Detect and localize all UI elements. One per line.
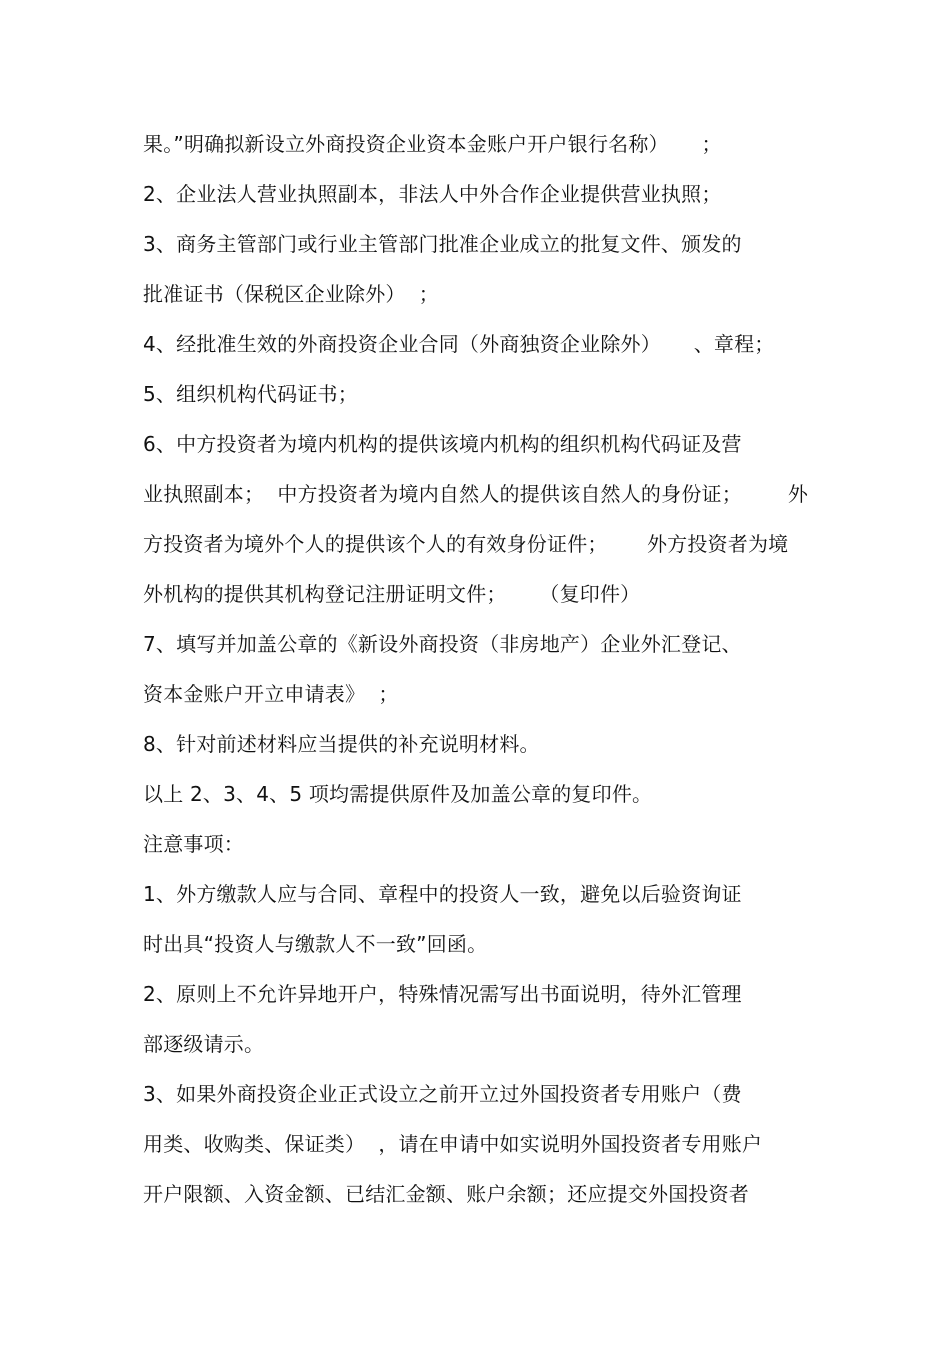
text-line: 开户限额、入资金额、已结汇金额、账户余额；还应提交外国投资者 [143, 1182, 749, 1206]
text-line: 3、商务主管部门或行业主管部门批准企业成立的批复文件、颁发的 [143, 232, 742, 256]
text-line: 2、企业法人营业执照副本，非法人中外合作企业提供营业执照； [143, 182, 722, 206]
text-line: 业执照副本； 中方投资者为境内自然人的提供该自然人的身份证； 外 [143, 482, 809, 506]
text-line: 1、外方缴款人应与合同、章程中的投资人一致，避免以后验资询证 [143, 882, 742, 906]
text-line: 部逐级请示。 [143, 1032, 265, 1056]
text-line: 时出具“投资人与缴款人不一致”回函。 [143, 932, 488, 956]
text-line: 资本金账户开立申请表》 ； [143, 682, 399, 706]
text-line: 5、组织机构代码证书； [143, 382, 358, 406]
text-line: 外机构的提供其机构登记注册证明文件； （复印件） [143, 582, 641, 606]
text-line: 用类、收购类、保证类） ，请在申请中如实说明外国投资者专用账户 [143, 1132, 763, 1156]
text-line: 以上 2、3、4、5 项均需提供原件及加盖公章的复印件。 [143, 782, 653, 806]
text-line: 7、填写并加盖公章的《新设外商投资（非房地产）企业外汇登记、 [143, 632, 742, 656]
text-line: 3、如果外商投资企业正式设立之前开立过外国投资者专用账户（费 [143, 1082, 742, 1106]
text-line: 6、中方投资者为境内机构的提供该境内机构的组织机构代码证及营 [143, 432, 742, 456]
text-line: 8、针对前述材料应当提供的补充说明材料。 [143, 732, 540, 756]
text-line: 果。”明确拟新设立外商投资企业资本金账户开户银行名称） ； [143, 132, 722, 156]
text-line: 4、经批准生效的外商投资企业合同（外商独资企业除外） 、章程； [143, 332, 775, 356]
text-line: 批准证书（保税区企业除外） ； [143, 282, 439, 306]
text-line: 2、原则上不允许异地开户，特殊情况需写出书面说明，待外汇管理 [143, 982, 742, 1006]
section-heading: 注意事项： [143, 832, 244, 856]
text-line: 方投资者为境外个人的提供该个人的有效身份证件； 外方投资者为境 [143, 532, 789, 556]
